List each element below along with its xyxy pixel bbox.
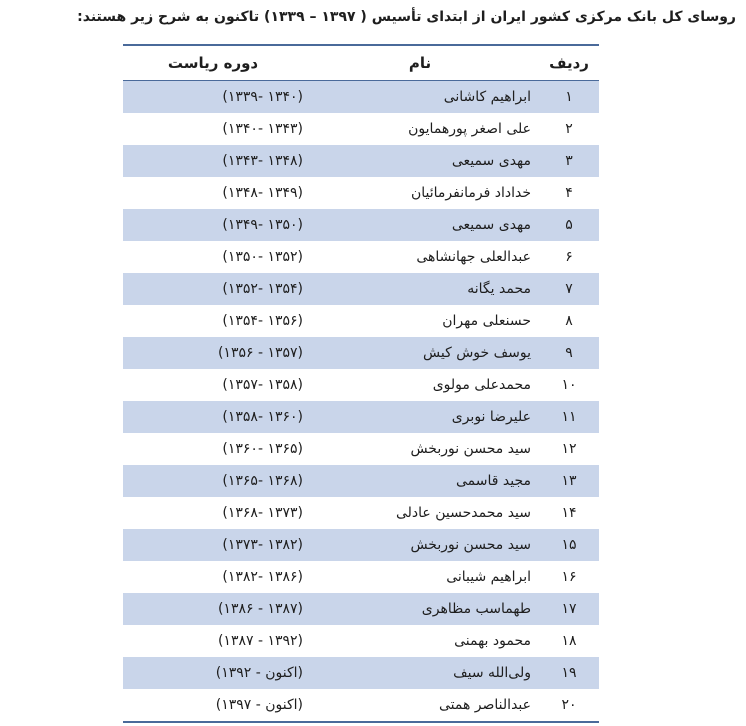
row-index: ۱۶: [561, 569, 577, 585]
governor-name: عبدالناصر همتی: [438, 697, 531, 713]
row-index: ۱۳: [539, 465, 599, 497]
table-header-row: [123, 45, 599, 81]
governor-name: سید محسن نوربخش: [309, 529, 539, 561]
row-index: ۲۰: [561, 697, 577, 713]
term-period: (۱۳۹۲ - ۱۳۸۷): [217, 633, 303, 649]
governor-name: سید محسن نوربخش: [410, 441, 531, 457]
row-index: ۶: [565, 249, 573, 265]
table-body: [123, 81, 599, 723]
governor-name: محمدعلی مولوی: [432, 377, 531, 393]
table-row: [123, 529, 599, 561]
term-period: (۱۳۵۴ -۱۳۵۲): [123, 273, 309, 305]
row-index: ۱۴: [561, 505, 577, 521]
governor-name: محمد یگانه: [309, 273, 539, 305]
term-period: (۱۳۶۰ -۱۳۵۸): [123, 401, 309, 433]
governor-name: طهماسب مظاهری: [309, 593, 539, 625]
term-period: (۱۳۴۸ -۱۳۴۳): [123, 145, 309, 177]
row-index: ۱۵: [539, 529, 599, 561]
governor-name: محمود بهمنی: [454, 633, 531, 649]
row-index: ۱۰: [561, 377, 577, 393]
governor-name: یوسف خوش کیش: [309, 337, 539, 369]
term-period: (۱۳۸۶ -۱۳۸۲): [222, 569, 303, 585]
row-index: ۹: [539, 337, 599, 369]
governor-name: مجید قاسمی: [309, 465, 539, 497]
governor-name: حسنعلی مهران: [442, 313, 531, 329]
term-period: (۱۳۸۷ - ۱۳۸۶): [123, 593, 309, 625]
header-term: دوره ریاست: [123, 45, 309, 81]
table-row: [123, 177, 599, 209]
row-index: ۱۷: [539, 593, 599, 625]
term-period: (۱۳۴۰ -۱۳۳۹): [123, 81, 309, 114]
table-row: [123, 81, 599, 114]
table-row: [123, 337, 599, 369]
row-index: ۱۱: [539, 401, 599, 433]
row-index: ۱۲: [561, 441, 577, 457]
term-period: (۱۳۵۰ -۱۳۴۹): [123, 209, 309, 241]
row-index: ۱۹: [539, 657, 599, 689]
term-period: (۱۳۶۵ -۱۳۶۰): [222, 441, 303, 457]
governor-name: مهدی سمیعی: [309, 209, 539, 241]
term-period: (۱۳۵۶ -۱۳۵۴): [222, 313, 303, 329]
table-row: [123, 593, 599, 625]
table-row: [123, 305, 599, 337]
row-index: ۸: [565, 313, 573, 329]
governor-name: خداداد فرمانفرمائیان: [410, 185, 531, 201]
term-period: (۱۳۸۲ -۱۳۷۳): [123, 529, 309, 561]
page-title: روسای کل بانک مرکزی کشور ایران از ابتدای تأسیس ( ۱۳۹۷ – ۱۳۳۹) تاکنون به شرح زیر هستند:: [77, 9, 736, 25]
governors-table-container: [123, 44, 589, 723]
governor-name: ابراهیم کاشانی: [309, 81, 539, 114]
table-row: [123, 113, 599, 145]
term-period: (۱۳۵۸ -۱۳۵۷): [222, 377, 303, 393]
governor-name: ولی‌الله سیف: [309, 657, 539, 689]
row-index: ۱۸: [561, 633, 577, 649]
table-row: [123, 433, 599, 465]
term-period: (۱۳۵۷ - ۱۳۵۶): [123, 337, 309, 369]
governor-name: علیرضا نوبری: [309, 401, 539, 433]
table-row: [123, 497, 599, 529]
row-index: ۵: [539, 209, 599, 241]
header-name: نام: [309, 45, 539, 81]
table-row: [123, 689, 599, 722]
row-index: ۲: [565, 121, 573, 137]
row-index: ۷: [539, 273, 599, 305]
row-index: ۳: [539, 145, 599, 177]
governor-name: عبدالعلی جهانشاهی: [416, 249, 531, 265]
table-row: [123, 625, 599, 657]
governor-name: ابراهیم شیبانی: [446, 569, 531, 585]
table-row: [123, 145, 599, 177]
term-period: (۱۳۶۸ -۱۳۶۵): [123, 465, 309, 497]
term-period: (۱۳۵۲ -۱۳۵۰): [222, 249, 303, 265]
table-row: [123, 273, 599, 305]
governors-table: [123, 44, 599, 723]
governor-name: علی اصغر پورهمایون: [408, 121, 531, 137]
table-row: [123, 401, 599, 433]
table-row: [123, 241, 599, 273]
header-index: ردیف: [539, 45, 599, 81]
term-period: (اکنون - ۱۳۹۷): [215, 697, 303, 713]
table-row: [123, 209, 599, 241]
term-period: (۱۳۴۳ -۱۳۴۰): [222, 121, 303, 137]
table-row: [123, 657, 599, 689]
governor-name: مهدی سمیعی: [309, 145, 539, 177]
table-row: [123, 369, 599, 401]
table-row: [123, 561, 599, 593]
term-period: (۱۳۴۹ -۱۳۴۸): [222, 185, 303, 201]
governor-name: سید محمدحسین عادلی: [396, 505, 531, 521]
row-index: ۱: [539, 81, 599, 114]
term-period: (اکنون - ۱۳۹۲): [123, 657, 309, 689]
row-index: ۴: [565, 185, 573, 201]
table-row: [123, 465, 599, 497]
term-period: (۱۳۷۳ -۱۳۶۸): [222, 505, 303, 521]
